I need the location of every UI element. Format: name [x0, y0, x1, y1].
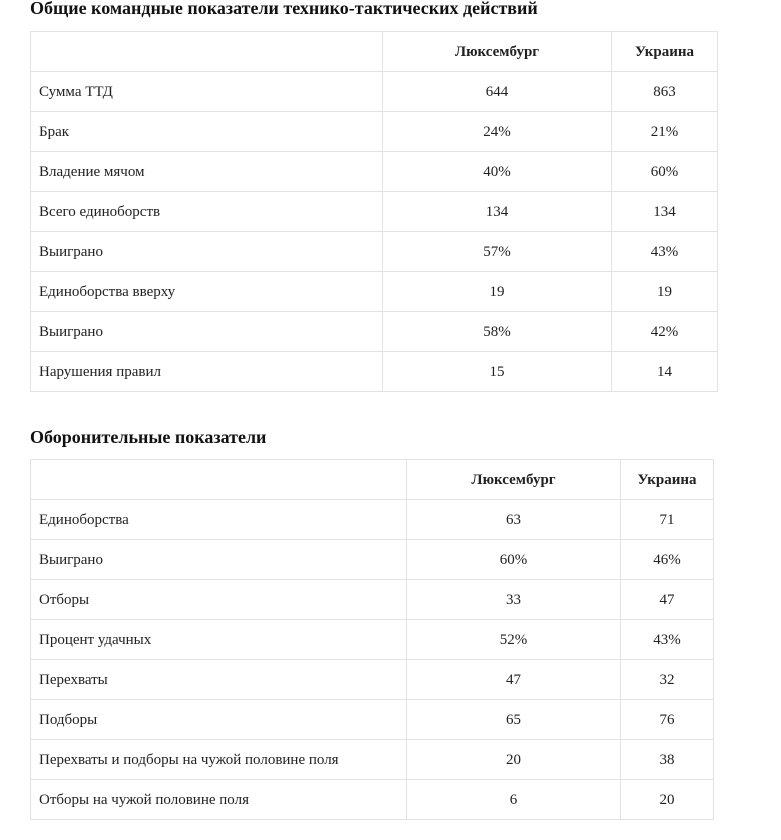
- header-luxembourg: Люксембург: [383, 32, 612, 72]
- row-label: Процент удачных: [31, 620, 407, 660]
- luxembourg-value: 60%: [407, 540, 621, 580]
- luxembourg-value: 57%: [383, 232, 612, 272]
- table-row: [31, 232, 718, 272]
- table-row: [31, 700, 714, 740]
- ukraine-value: 43%: [612, 232, 718, 272]
- table-row: [31, 500, 714, 540]
- ukraine-value: 863: [612, 72, 718, 112]
- row-label: Единоборства вверху: [31, 272, 383, 312]
- ukraine-value: 47: [621, 580, 714, 620]
- ukraine-value: 46%: [621, 540, 714, 580]
- table-row: [31, 192, 718, 232]
- ukraine-value: 19: [612, 272, 718, 312]
- row-label: Владение мячом: [31, 152, 383, 192]
- row-label: Выиграно: [31, 312, 383, 352]
- ukraine-value: 43%: [621, 620, 714, 660]
- luxembourg-value: 24%: [383, 112, 612, 152]
- luxembourg-value: 52%: [407, 620, 621, 660]
- ukraine-value: 76: [621, 700, 714, 740]
- table-row: [31, 740, 714, 780]
- row-label: Выиграно: [31, 540, 407, 580]
- row-label: Отборы: [31, 580, 407, 620]
- header-ukraine: Украина: [621, 460, 714, 500]
- table-row: [31, 72, 718, 112]
- luxembourg-value: 58%: [383, 312, 612, 352]
- table-row: [31, 352, 718, 392]
- row-label: Отборы на чужой половине поля: [31, 780, 407, 820]
- row-label: Выиграно: [31, 232, 383, 272]
- row-label: Перехваты: [31, 660, 407, 700]
- header-ukraine: Украина: [612, 32, 718, 72]
- defensive-stats-table: [30, 459, 714, 820]
- header-luxembourg: Люксембург: [407, 460, 621, 500]
- table-row: [31, 620, 714, 660]
- luxembourg-value: 19: [383, 272, 612, 312]
- row-label: Перехваты и подборы на чужой половине поля: [31, 740, 407, 780]
- table-header-row: [31, 32, 718, 72]
- luxembourg-value: 40%: [383, 152, 612, 192]
- row-label: Сумма ТТД: [31, 72, 383, 112]
- team-stats-table: [30, 31, 718, 392]
- ukraine-value: 134: [612, 192, 718, 232]
- team-stats-title: Общие командные показатели технико-тактических действий: [30, 0, 538, 18]
- table-row: [31, 272, 718, 312]
- table-row: [31, 780, 714, 820]
- row-label: Единоборства: [31, 500, 407, 540]
- ukraine-value: 60%: [612, 152, 718, 192]
- table-row: [31, 580, 714, 620]
- luxembourg-value: 47: [407, 660, 621, 700]
- ukraine-value: 32: [621, 660, 714, 700]
- header-empty: [31, 460, 407, 500]
- luxembourg-value: 134: [383, 192, 612, 232]
- row-label: Подборы: [31, 700, 407, 740]
- ukraine-value: 38: [621, 740, 714, 780]
- row-label: Всего единоборств: [31, 192, 383, 232]
- luxembourg-value: 644: [383, 72, 612, 112]
- ukraine-value: 21%: [612, 112, 718, 152]
- header-empty: [31, 32, 383, 72]
- table-row: [31, 312, 718, 352]
- table-row: [31, 152, 718, 192]
- ukraine-value: 14: [612, 352, 718, 392]
- row-label: Брак: [31, 112, 383, 152]
- table-row: [31, 660, 714, 700]
- luxembourg-value: 33: [407, 580, 621, 620]
- table-header-row: [31, 460, 714, 500]
- luxembourg-value: 20: [407, 740, 621, 780]
- table-row: [31, 112, 718, 152]
- ukraine-value: 42%: [612, 312, 718, 352]
- luxembourg-value: 65: [407, 700, 621, 740]
- ukraine-value: 71: [621, 500, 714, 540]
- ukraine-value: 20: [621, 780, 714, 820]
- defensive-stats-title: Оборонительные показатели: [30, 427, 267, 447]
- luxembourg-value: 6: [407, 780, 621, 820]
- table-row: [31, 540, 714, 580]
- luxembourg-value: 63: [407, 500, 621, 540]
- luxembourg-value: 15: [383, 352, 612, 392]
- row-label: Нарушения правил: [31, 352, 383, 392]
